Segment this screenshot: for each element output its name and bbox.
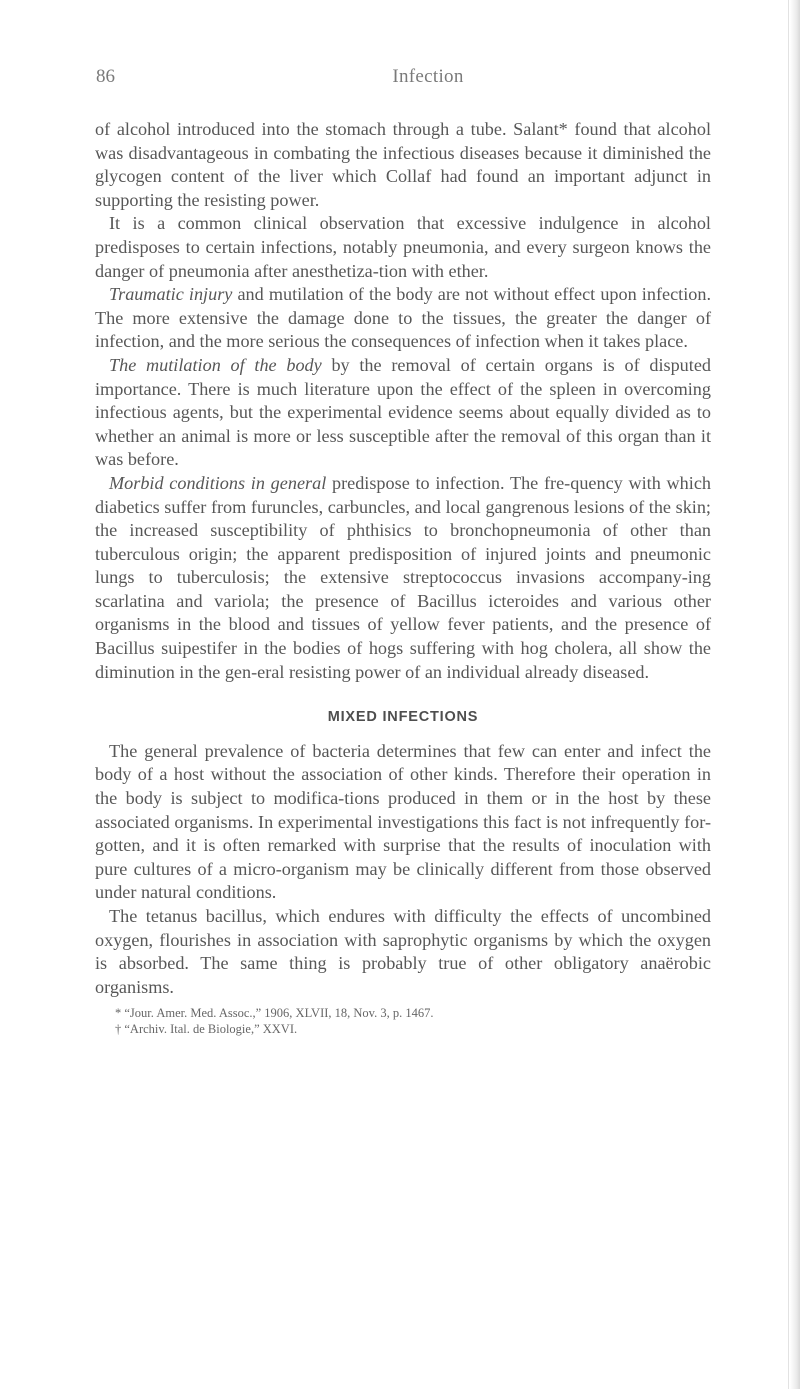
paragraph-mixed-infections: The general prevalence of bacteria determines that few can enter and infect the body of a host without the association of other kinds. Therefore their operation in the body is subject to modifica-tions produced in them or in the host by these associated organisms. In experimental investigations this fact is not infrequently for-gotten, and it is often remarked with surprise that the results of inoculation with pure cultures of a micro-organism may be clinically different from those observed under natural conditions.	[95, 740, 711, 903]
paragraph-morbid-conditions	[95, 472, 711, 684]
page-number: 86	[96, 66, 115, 87]
section-heading: MIXED INFECTIONS	[327, 709, 479, 726]
italic-term: Traumatic injury	[109, 284, 233, 305]
footnote: † “Archiv. Ital. de Biologie,” XXVI.	[115, 1022, 298, 1037]
paragraph-alcohol-glycogen: of alcohol introduced into the stomach through a tube. Salant* found that alcohol was disadvantageous in combating the infectious diseases because it diminished the glycogen content of the liver which Collaf had found an important adjunct in supporting the resisting power.	[95, 119, 711, 210]
footnote: * “Jour. Amer. Med. Assoc.,” 1906, XLVII, 18, Nov. 3, p. 1467.	[115, 1006, 434, 1021]
paragraph-text: by the removal of certain organs is of disputed importance. There is much literature upon the effect of the spleen in overcoming infectious agents, but the experimental evidence seems about equally divided as to whether an animal is more or less susceptible after the removal of this organ than it was before.	[95, 354, 711, 470]
footnotes	[95, 1005, 711, 1037]
body-text	[95, 118, 711, 1037]
paragraph-traumatic-injury	[95, 283, 711, 354]
italic-term: The mutilation of the body	[109, 354, 322, 375]
italic-term: Morbid conditions in general	[109, 472, 327, 493]
paragraph-text: and mutilation of the body are not without effect upon infection. The more extensive the damage done to the tissues, the greater the danger of infection, and the more serious the consequences of infection when it takes place.	[95, 284, 711, 352]
running-head: Infection	[392, 66, 464, 87]
page-header	[96, 66, 800, 96]
paragraph-tetanus: The tetanus bacillus, which endures with difficulty the effects of uncombined oxygen, flourishes in association with saprophytic organisms by which the oxygen is absorbed. The same thing is probably true of other obligatory anaërobic organisms.	[95, 906, 711, 997]
paragraph-text: predispose to infection. The fre-quency with which diabetics suffer from furuncles, carbuncles, and local gangrenous lesions of the skin; the increased susceptibility of phthisics to bronchopneumonia of other than tuberculous origin; the apparent predisposition of injured joints and pneumonic lungs to tuberculosis; the extensive streptococcus invasions accompany-ing scarlatina and variola; the presence of Bacillus icteroides and various other organisms in the blood and tissues of yellow fever patients, and the presence of Bacillus suipestifer in the bodies of hogs suffering with hog cholera, all show the diminution in the gen-eral resisting power of an individual already diseased.	[95, 472, 711, 682]
paragraph-mutilation	[95, 354, 711, 472]
paragraph-alcohol-pneumonia: It is a common clinical observation that excessive indulgence in alcohol predisposes to certain infections, notably pneumonia, and every surgeon knows the danger of pneumonia after anesthetiza-tion with ether.	[95, 213, 711, 281]
page-edge-line	[788, 0, 789, 1389]
page-edge-shadow	[790, 0, 800, 1389]
